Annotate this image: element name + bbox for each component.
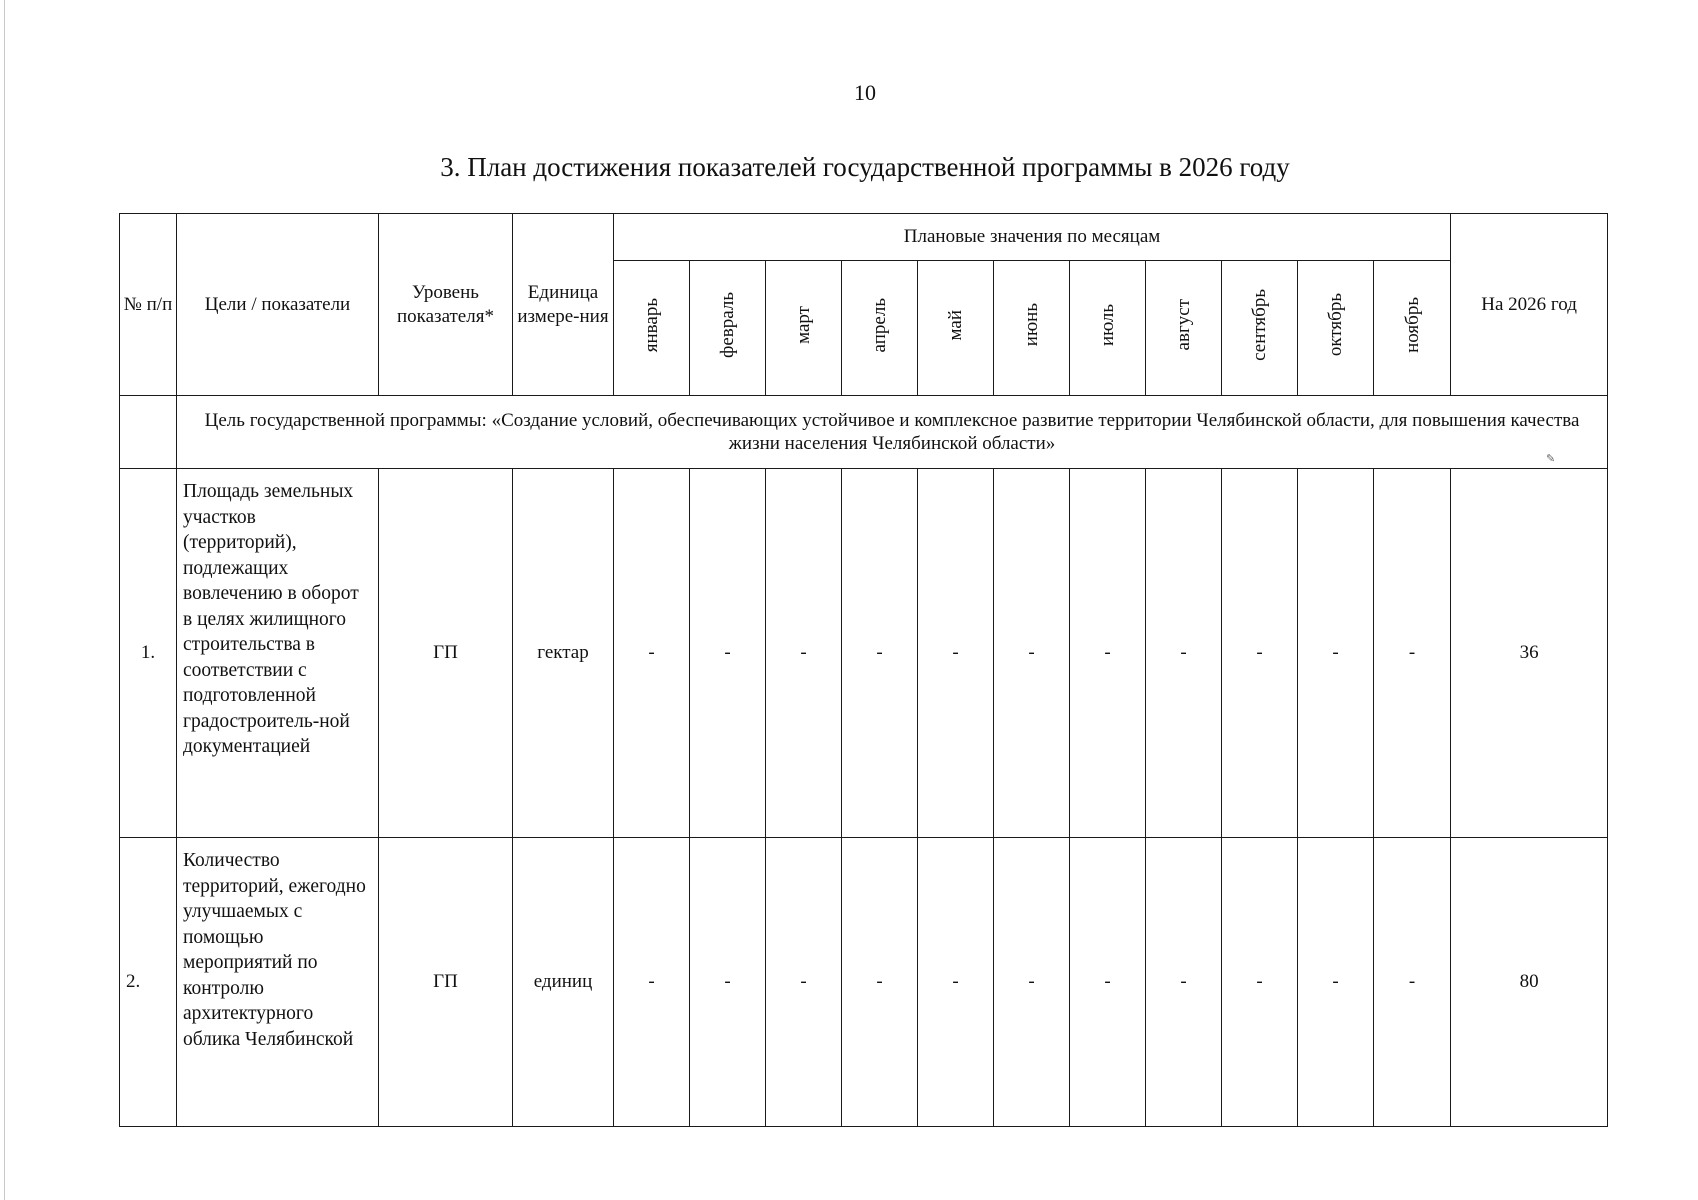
month-label: сентябрь [1249,289,1270,361]
month-header [994,261,1070,396]
month-label: январь [641,297,662,353]
header-row [120,214,1608,261]
month-value: - [1222,838,1298,1127]
indicator-level: ГП [379,469,513,838]
month-value: - [766,838,842,1127]
month-label: апрель [869,297,890,353]
table-row [120,469,1608,838]
goal-num-cell [120,396,177,469]
month-value: - [1298,469,1374,838]
month-header [766,261,842,396]
header-num: № п/п [120,214,177,396]
month-value: - [690,469,766,838]
month-header [690,261,766,396]
header-monthly-values: Плановые значения по месяцам [614,214,1451,261]
indicator-unit: гектар [513,469,614,838]
indicator-level: ГП [379,838,513,1127]
month-label: февраль [717,292,738,358]
month-label: июль [1097,303,1118,347]
header-unit: Единица измере-ния [513,214,614,396]
total-value: 36 [1451,469,1608,838]
month-header [918,261,994,396]
month-header [1146,261,1222,396]
indicator-unit: единиц [513,838,614,1127]
month-value: - [1146,838,1222,1127]
page-title: 3. План достижения показателей государственной программы в 2026 году [440,152,1290,182]
month-value: - [614,838,690,1127]
header-goals: Цели / показатели [177,214,379,396]
month-value: - [766,469,842,838]
header-level: Уровень показателя* [379,214,513,396]
month-label: август [1173,299,1194,351]
month-value: - [842,838,918,1127]
month-value: - [1374,838,1451,1127]
total-value: 80 [1451,838,1608,1127]
plan-table [119,213,1608,1127]
month-label: октябрь [1325,293,1346,357]
month-header [842,261,918,396]
month-header [614,261,690,396]
month-value: - [1070,838,1146,1127]
month-value: - [1298,838,1374,1127]
month-value: - [994,469,1070,838]
month-value: - [994,838,1070,1127]
table-row [120,838,1608,1127]
month-label: июнь [1021,303,1042,347]
program-goal-text: Цель государственной программы: «Создание условий, обеспечивающих устойчивое и комплексное развитие территории Челябинской области, для повышения качества жизни населения Челябинской области» [177,396,1608,469]
indicator-name: Количество территорий, ежегодно улучшаемых с помощью мероприятий по контролю архитектурного облика Челябинской [177,838,379,1127]
month-value: - [1070,469,1146,838]
month-header [1374,261,1451,396]
month-label: март [793,306,814,344]
scan-mark-icon: ✎ [1546,453,1556,465]
goal-row [120,396,1608,469]
month-value: - [918,469,994,838]
month-value: - [690,838,766,1127]
page-number: 10 [854,80,876,105]
month-value: - [1146,469,1222,838]
month-header [1298,261,1374,396]
month-label: ноябрь [1401,297,1423,353]
month-label: май [945,309,966,341]
month-header [1070,261,1146,396]
month-value: - [842,469,918,838]
row-num: 1. [120,469,177,838]
month-value: - [614,469,690,838]
header-total: На 2026 год [1451,214,1608,396]
indicator-name: Площадь земельных участков (территорий), подлежащих вовлечению в оборот в целях жилищного строительства в соответствии с подготовленной градостроитель-ной документацией [177,469,379,838]
month-header [1222,261,1298,396]
month-value: - [1222,469,1298,838]
month-value: - [1374,469,1451,838]
row-num: 2. [120,838,177,1127]
month-value: - [918,838,994,1127]
